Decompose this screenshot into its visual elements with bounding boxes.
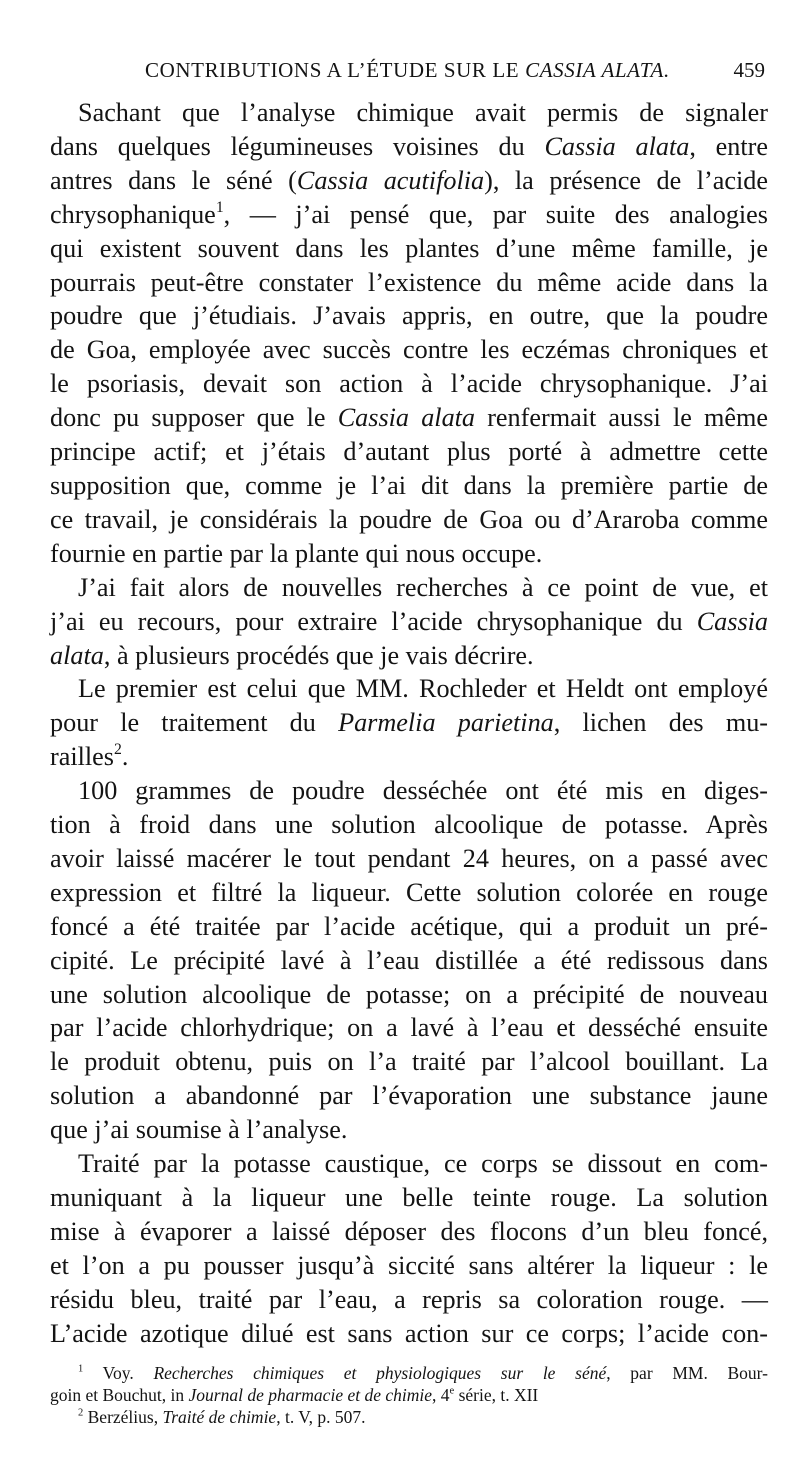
text-run: L’acide azotique dilué est sans action sur ce corps; l’acide con- (50, 1318, 768, 1348)
text-run: donc pu supposer que le (50, 403, 338, 433)
text-line (50, 740, 768, 774)
text-run: expression et filtré la liqueur. Cette solution colorée en rouge (50, 877, 768, 907)
text-line (50, 910, 768, 944)
text-run: le produit obtenu, puis on l’a traité par l’alcool bouillant. La (50, 1047, 768, 1077)
text-run: par l’acide chlorhydrique; on a lavé à l’eau et desséché ensuite (50, 1013, 768, 1043)
text-run: pour le traitement du (50, 708, 339, 738)
text-line (50, 571, 768, 605)
text-run: ), la présence de l’acide (484, 165, 768, 195)
text-run: mise à évaporer a laissé déposer des flocons d’un bleu foncé, (50, 1216, 768, 1246)
paragraph (50, 672, 768, 774)
text-run: , — j’ai pensé que, par suite des analogies (223, 199, 768, 229)
running-header (105, 58, 765, 90)
text-line (50, 198, 768, 232)
footnote-marker: e (449, 1385, 455, 1397)
text-run: poudre que j’étudiais. J’avais appris, en outre, que la poudre (50, 301, 768, 331)
text-line (50, 672, 768, 706)
text-line (50, 232, 768, 266)
text-line (50, 1045, 768, 1079)
text-run: qui existent souvent dans les plantes d’une même famille, je (50, 233, 768, 263)
text-line (50, 1011, 768, 1045)
text-line (50, 1113, 768, 1147)
text-run: , par MM. Bour- (606, 1363, 768, 1383)
footnotes (50, 1362, 768, 1428)
footnote-line (50, 1362, 768, 1384)
text-run: pourrais peut-être constater l’existence du même acide dans la (50, 267, 768, 297)
text-line (50, 367, 768, 401)
text-run: j’ai eu recours, pour extraire l’acide chrysophanique du (50, 606, 697, 636)
text-line (50, 1215, 768, 1249)
text-line (50, 164, 768, 198)
text-run: solution a abandonné par l’évaporation une substance jaune (50, 1081, 768, 1111)
footnote (50, 1406, 768, 1428)
text-run: Berzélius, (83, 1407, 163, 1427)
text-run: le psoriasis, devait son action à l’acide chrysophanique. J’ai (50, 369, 768, 399)
text-run: que j’ai soumise à l’analyse. (50, 1115, 348, 1145)
running-title: CONTRIBUTIONS A L’ÉTUDE SUR LE CASSIA ALATA. (145, 58, 670, 82)
paragraph (50, 96, 768, 571)
text-line (50, 435, 768, 469)
text-run: série, t. XII (454, 1385, 539, 1405)
text-line (50, 774, 768, 808)
text-run: 100 grammes de poudre desséchée ont été mis en diges- (78, 776, 768, 806)
text-run: foncé a été traitée par l’acide acétique, qui a produit un pré- (50, 911, 768, 941)
text-run: et l’on a pu pousser jusqu’à siccité sans altérer la liqueur : le (50, 1250, 768, 1280)
text-line (50, 299, 768, 333)
text-line (50, 333, 768, 367)
footnote-marker: 2 (78, 1407, 84, 1419)
text-line (50, 1181, 768, 1215)
text-line (50, 401, 768, 435)
text-line (50, 1317, 768, 1351)
text-run: , entre (689, 131, 768, 161)
text-run: fournie en partie par la plante qui nous occupe. (50, 538, 543, 568)
italic-run: Cassia acutifolia (296, 165, 485, 195)
text-line (50, 266, 768, 300)
text-run: . (121, 742, 129, 772)
text-run: goin et Bouchut, in (50, 1385, 189, 1405)
italic-run: Recherches chimiques et physiologiques sur le séné (153, 1363, 607, 1383)
text-run: , à plusieurs procédés que je vais décrire. (103, 640, 534, 670)
text-line (50, 537, 768, 571)
italic-run: Journal de pharmacie et de chimie (188, 1385, 433, 1405)
text-run: avoir laissé macérer le tout pendant 24 heures, on a passé avec (50, 843, 768, 873)
text-run: renfermait aussi le même (475, 403, 768, 433)
page-number: 459 (733, 58, 765, 82)
text-run: , lichen des mu- (553, 708, 769, 738)
footnote (50, 1362, 768, 1406)
text-line (50, 842, 768, 876)
text-run: tion à froid dans une solution alcoolique de potasse. Après (50, 810, 768, 840)
text-line (50, 1079, 768, 1113)
italic-run: Cassia alata (544, 131, 690, 161)
text-line (50, 469, 768, 503)
text-line (50, 503, 768, 537)
text-run: , t. V, p. 507. (276, 1407, 366, 1427)
footnote-marker: 1 (78, 1363, 84, 1375)
text-run: Voy. (83, 1363, 154, 1383)
text-run: Sachant que l’analyse chimique avait permis de signaler (78, 98, 768, 127)
text-line (50, 978, 768, 1012)
text-run: ce travail, je considérais la poudre de Goa ou d’Araroba comme (50, 504, 768, 534)
footnote-marker: 1 (215, 198, 224, 216)
text-run: de Goa, employée avec succès contre les eczémas chroniques et (50, 335, 768, 365)
text-run: dans quelques légumineuses voisines du (50, 131, 545, 161)
paragraph (50, 1147, 768, 1350)
text-line (50, 1249, 768, 1283)
text-run: résidu bleu, traité par l’eau, a repris sa coloration rouge. — (50, 1284, 768, 1314)
text-line (50, 96, 768, 130)
text-run: Traité par la potasse caustique, ce corps se dissout en com- (78, 1149, 768, 1179)
text-run: J’ai fait alors de nouvelles recherches à ce point de vue, et (78, 572, 768, 602)
text-line (50, 1147, 768, 1181)
text-line (50, 808, 768, 842)
italic-run: alata (50, 640, 104, 670)
italic-run: Traité de chimie (162, 1407, 277, 1427)
italic-run: Cassia alata (337, 403, 476, 433)
paragraph (50, 774, 768, 1147)
italic-run: Cassia (696, 606, 768, 636)
body-text (50, 96, 768, 1351)
text-run: antres dans le séné ( (50, 165, 297, 195)
paragraph (50, 571, 768, 673)
text-run: Le premier est celui que MM. Rochleder et Heldt ont employé (78, 674, 768, 704)
text-line (50, 1283, 768, 1317)
text-line (50, 130, 768, 164)
text-line (50, 639, 768, 673)
footnote-line (50, 1384, 768, 1406)
text-run: chrysophanique (50, 199, 216, 229)
text-run: , 4 (432, 1385, 450, 1405)
text-run: une solution alcoolique de potasse; on a précipité de nouveau (50, 979, 768, 1009)
text-run: railles (50, 742, 114, 772)
text-line (50, 944, 768, 978)
text-line (50, 706, 768, 740)
text-run: muniquant à la liqueur une belle teinte rouge. La solution (50, 1183, 768, 1212)
footnote-marker: 2 (114, 741, 122, 759)
text-line (50, 876, 768, 910)
italic-run: Parmelia parietina (338, 708, 554, 738)
text-run: cipité. Le précipité lavé à l’eau distillée a été redissous dans (50, 945, 768, 975)
footnote-line (50, 1406, 768, 1428)
text-line (50, 605, 768, 639)
text-run: principe actif; et j’étais d’autant plus porté à admettre cette (50, 437, 768, 467)
text-run: supposition que, comme je l’ai dit dans la première partie de (50, 470, 768, 500)
